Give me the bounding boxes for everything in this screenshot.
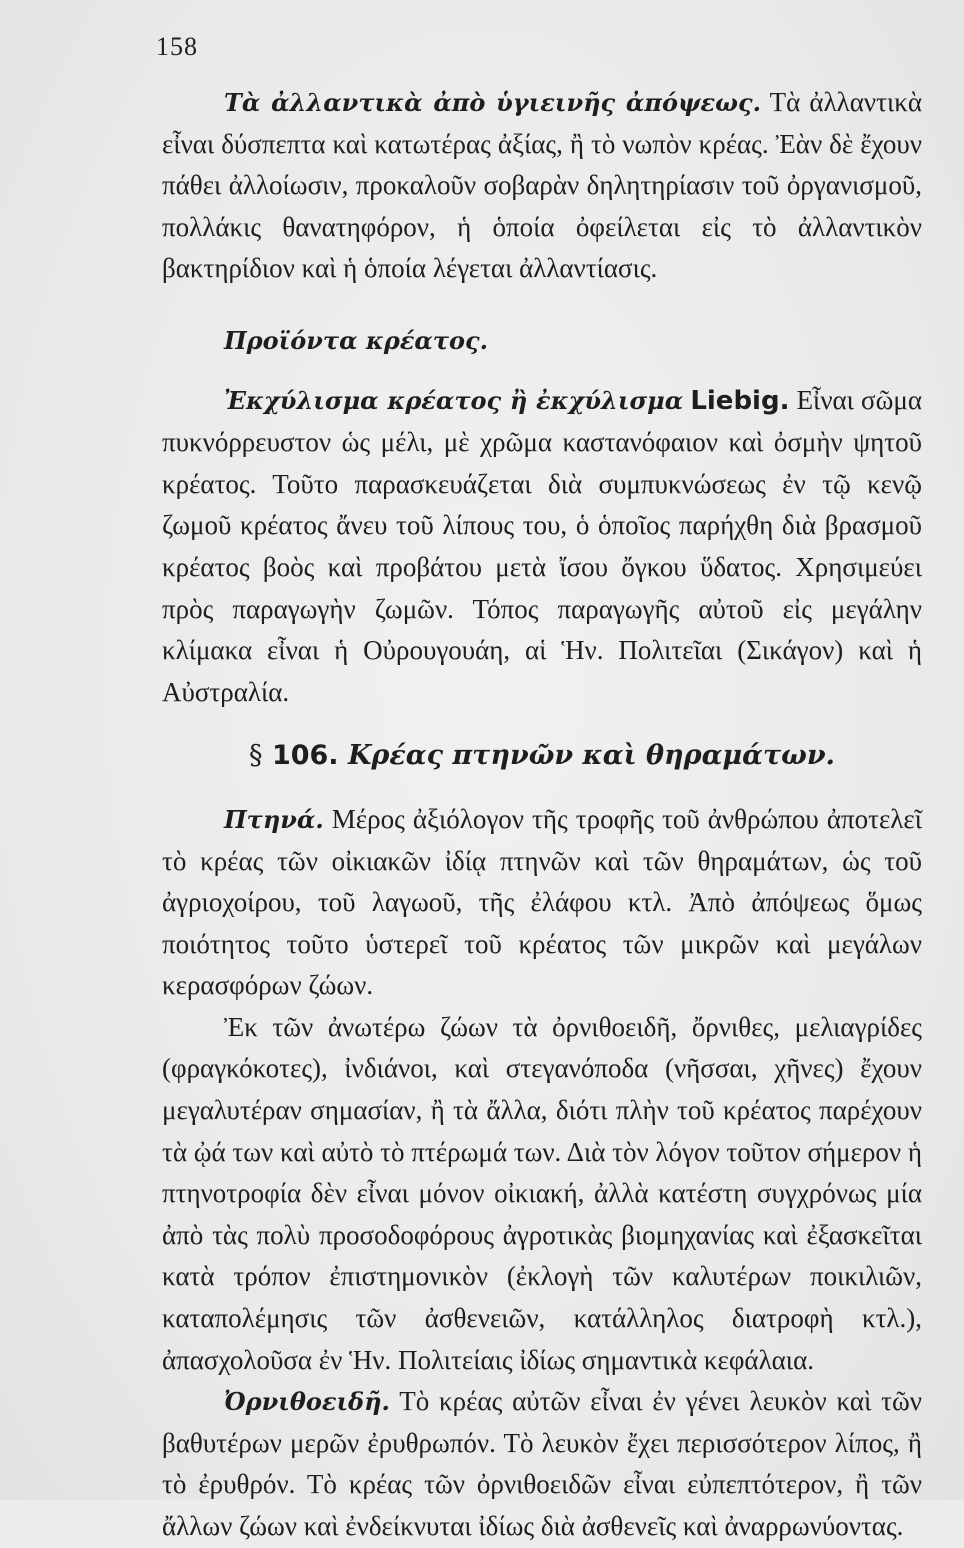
- paragraph-heading: Ὀρνιθοειδῆ.: [224, 1387, 390, 1417]
- section-heading: Κρέας πτηνῶν καὶ θηραμάτων.: [347, 740, 835, 772]
- paragraph-fowl-importance: [162, 1007, 922, 1381]
- spacer: [162, 362, 922, 380]
- paragraph-text: Ἐκ τῶν ἀνωτέρω ζώων τὰ ὀρνιθοειδῆ, ὄρνιθες, μελιαγρίδες (φραγκόκοτες), ἰνδιάνοι, καὶ στεγανόποδα (νῆσσαι, χῆνες) ἔχουν μεγαλυτέραν σημασίαν, ἢ τὰ ἄλλα, διότι πλὴν τοῦ κρέατος παρέχουν τὰ ᾠά των καὶ αὐτὸ τὸ πτέρωμά των. Διὰ τὸν λόγον τοῦτον σήμερον ἡ πτηνοτροφία δὲν εἶναι μόνον οἰκιακή, ἀλλὰ κατέστη συγχρόνως μία ἀπὸ τὰς πολὺ προσοδοφόρους ἀγροτικὰς βιομηχανίας καὶ ἐξασκεῖται κατὰ τρόπον ἐπιστημονικὸν (ἐκλογὴ τῶν καλυτέρων ποικιλιῶν, καταπολέμησις τῶν ἀσθενειῶν, κατάλληλος διατροφὴ κτλ.), ἀπασχολοῦσα ἐν Ἡν. Πολιτείαις ἰδίως σημαντικὰ κεφάλαια.: [162, 1011, 922, 1375]
- paragraph-heading: Πτηνά.: [224, 804, 324, 834]
- paragraph-sausages: [162, 82, 922, 290]
- paragraph-text: Τὰ ἀλλαντικὰ εἶναι δύσπεπτα καὶ κατωτέρας ἀξίας, ἢ τὸ νωπὸν κρέας. Ἐὰν δὲ ἔχουν πάθει ἀλλοίωσιν, προκαλοῦν σοβαρὰν δηλητηρίασιν τοῦ ὀργανισμοῦ, πολλάκις θανατηφόρον, ἡ ὁποία ὀφείλεται εἰς τὸ ἀλλαντικὸν βακτηρίδιον καὶ ἡ ὁποία λέγεται ἀλλαντίασις.: [162, 87, 922, 284]
- section-title: [162, 735, 922, 777]
- paragraph-heading: Ἐκχύλισμα κρέατος ἢ ἐκχύλισμα: [224, 385, 684, 415]
- section-number: 106.: [271, 740, 339, 772]
- subheading-meat-products: Προϊόντα κρέατος.: [224, 325, 489, 355]
- paragraph-text: Μέρος ἀξιόλογον τῆς τροφῆς τοῦ ἀνθρώπου ἀποτελεῖ τὸ κρέας τῶν οἰκιακῶν ἰδίᾳ πτηνῶν καὶ τῶν θηραμάτων, ὡς τοῦ ἀγριοχοίρου, τοῦ λαγωοῦ, τῆς ἐλάφου κτλ. Ἀπὸ ἀπόψεως ὅμως ποιότητος τοῦτο ὑστερεῖ τοῦ κρέατος τῶν μικρῶν καὶ μεγάλων κερασφόρων ζώων.: [162, 803, 922, 1001]
- paragraph-gallinaceous: [162, 1381, 922, 1547]
- paragraph-meat-extract: [162, 380, 922, 714]
- page-number: 158: [156, 32, 198, 61]
- section-sign: §: [249, 740, 263, 772]
- brand-name: Liebig.: [690, 385, 790, 416]
- paragraph-text: Τὸ κρέας αὐτῶν εἶναι ἐν γένει λευκὸν καὶ τῶν βαθυτέρων μερῶν ἐρυθρωπόν. Τὸ λευκὸν ἔχει περισσότερον λίπος, ἢ τὸ ἐρυθρόν. Τὸ κρέας τῶν ὀρνιθοειδῶν εἶναι εὐπεπτότερον, ἢ τῶν ἄλλων ζώων καὶ ἐνδείκνυται ἰδίως διὰ ἀσθενεῖς καὶ ἀναρρωνύοντας.: [162, 1386, 922, 1541]
- page-body: [162, 82, 922, 1548]
- spacer: [162, 290, 922, 320]
- paragraph-text: Εἶναι σῶμα πυκνόρρευστον ὡς μέλι, μὲ χρῶμα καστανόφαιον καὶ ὀσμὴν ψητοῦ κρέατος. Τοῦτο παρασκευάζεται διὰ συμπυκνώσεως ἐν τῷ κενῷ ζωμοῦ κρέατος ἄνευ τοῦ λίπους του, ὁ ὁποῖος παρήχθη διὰ βρασμοῦ κρέατος βοὸς καὶ προβάτου μετὰ ἴσου ὄγκου ὕδατος. Χρησιμεύει πρὸς παραγωγὴν ζωμῶν. Τόπος παραγωγῆς αὐτοῦ εἰς μεγάλην κλίμακα εἶναι ἡ Οὐρουγουάη, αἱ Ἡν. Πολιτεῖαι (Σικάγον) καὶ ἡ Αὐστραλία.: [162, 384, 923, 707]
- paragraph-heading: Τὰ ἀλλαντικὰ ἀπὸ ὑγιεινῆς ἀπόψεως.: [224, 88, 761, 117]
- paragraph-poultry: [162, 799, 922, 1007]
